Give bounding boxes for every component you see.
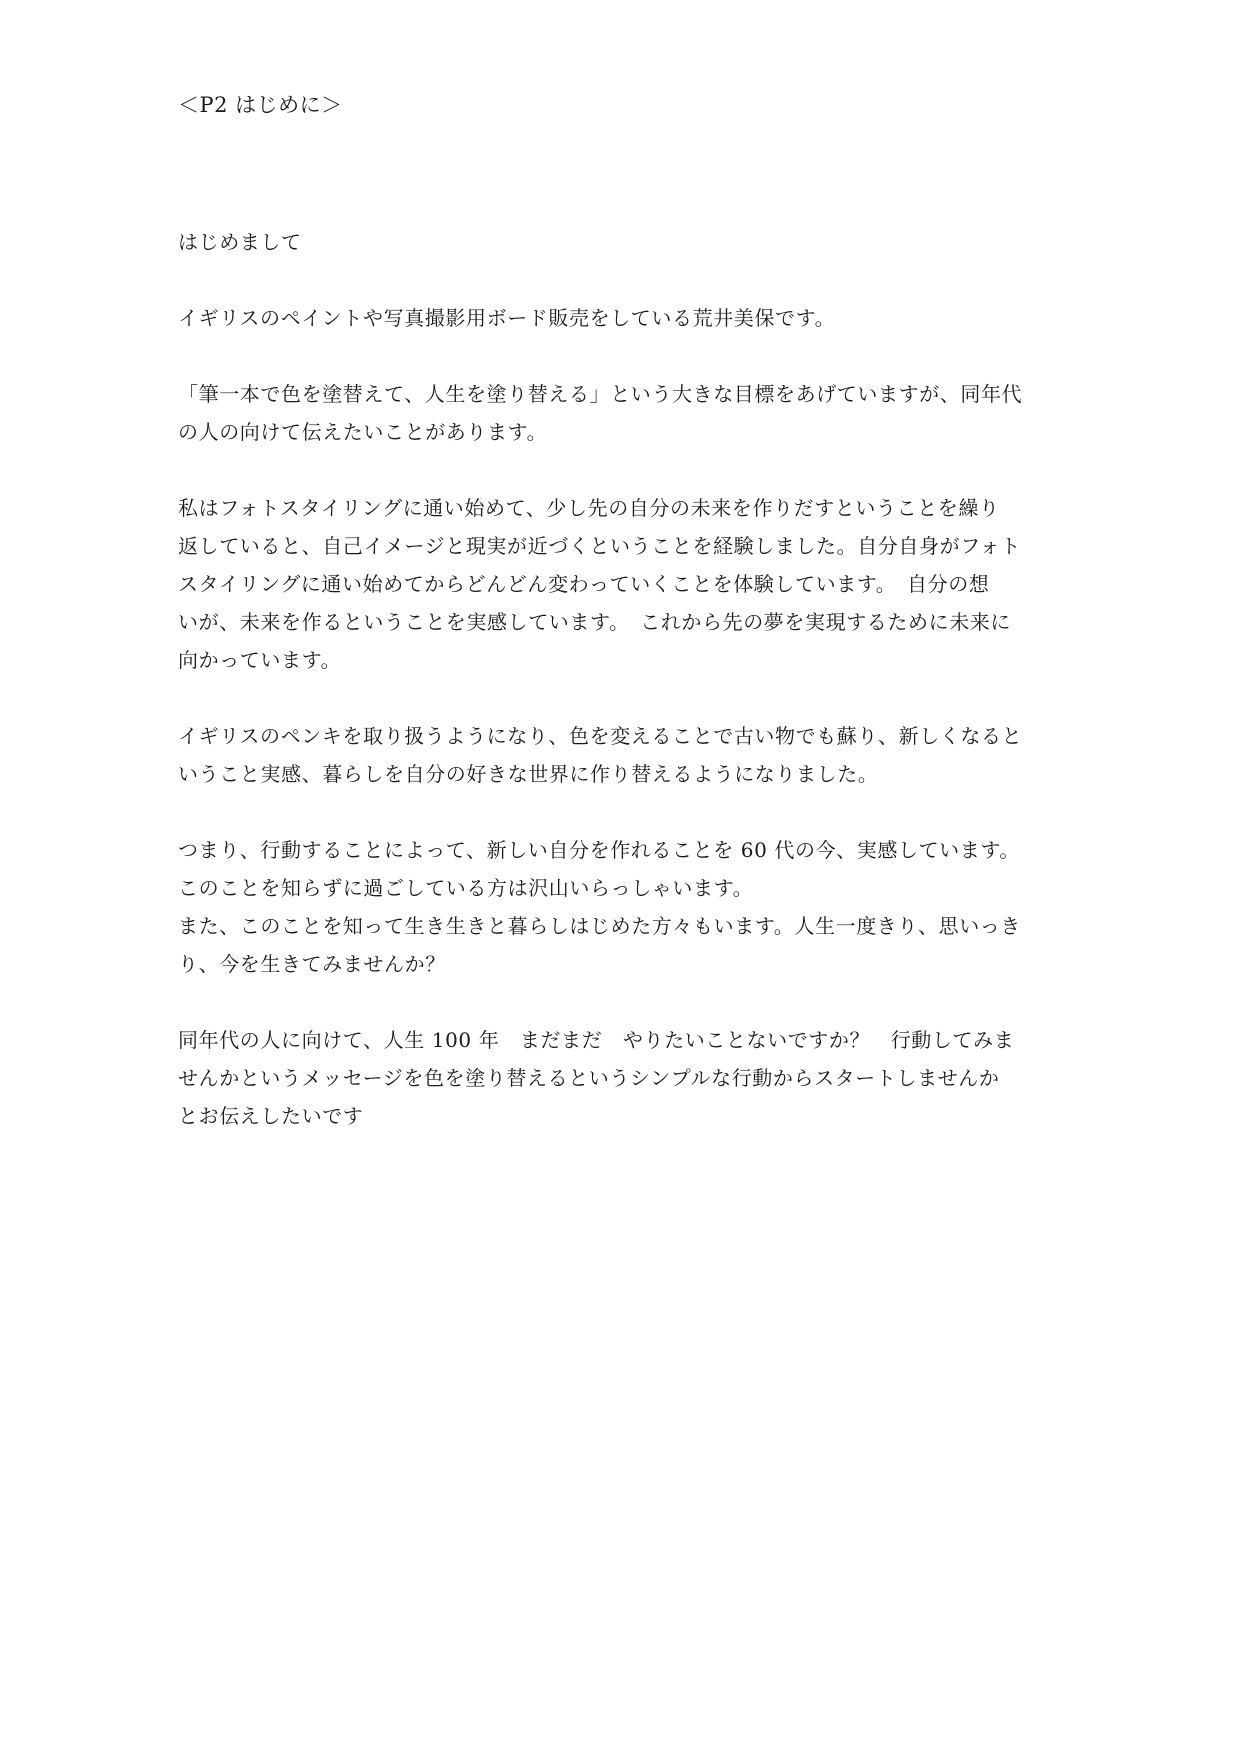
text-line: また、このことを知って生き生きと暮らしはじめた方々もいます。人生一度きり、思いっき [178, 914, 1021, 938]
text-line: の人の向けて伝えたいことがあります。 [178, 420, 548, 444]
text-line: スタイリングに通い始めてからどんどん変わっていくことを体験しています。 自分の想 [178, 572, 990, 596]
paragraph-paint [178, 717, 1068, 793]
text-line: このことを知らずに過ごしている方は沢山いらっしゃいます。 [178, 876, 754, 900]
text-line: いが、未来を作るということを実感しています。 これから先の夢を実現するために未来に [178, 610, 1011, 634]
text-line: 同年代の人に向けて、人生 100 年 まだまだ やりたいことないですか？ 行動してみま [178, 1028, 1015, 1052]
text-line: 私はフォトスタイリングに通い始めて、少し先の自分の未来を作りだすということを繰り [178, 496, 1000, 520]
paragraph-message [178, 1021, 1068, 1135]
paragraph-goal [178, 375, 1068, 451]
text-line: イギリスのペンキを取り扱うようになり、色を変えることで古い物でも蘇り、新しくなると [178, 724, 1023, 748]
document-page [178, 86, 1068, 1173]
page-heading: ＜P2 はじめに＞ [178, 93, 343, 117]
text-line: り、今を生きてみませんか？ [178, 952, 446, 976]
text-line: とお伝えしたいです [178, 1104, 364, 1128]
paragraph-introduction [178, 299, 1068, 337]
paragraph-greeting [178, 223, 1068, 261]
paragraph-action [178, 831, 1068, 983]
text-line: イギリスのペイントや写真撮影用ボード販売をしている荒井美保です。 [178, 306, 836, 330]
text-line: 返していると、自己イメージと現実が近づくということを経験しました。自分自身がフォト [178, 534, 1021, 558]
text-line: つまり、行動することによって、新しい自分を作れることを 60 代の今、実感しています。 [178, 838, 1020, 862]
paragraph-photo-styling [178, 489, 1068, 679]
text-line: 「筆一本で色を塗替えて、人生を塗り替える」という大きな目標をあげていますが、同年代 [178, 382, 1023, 406]
text-line: いうこと実感、暮らしを自分の好きな世界に作り替えるようになりました。 [178, 762, 879, 786]
text-line: 向かっています。 [178, 648, 342, 672]
text-line: せんかというメッセージを色を塗り替えるというシンプルな行動からスタートしませんか [178, 1066, 1000, 1090]
text-line: はじめまして [178, 230, 302, 254]
